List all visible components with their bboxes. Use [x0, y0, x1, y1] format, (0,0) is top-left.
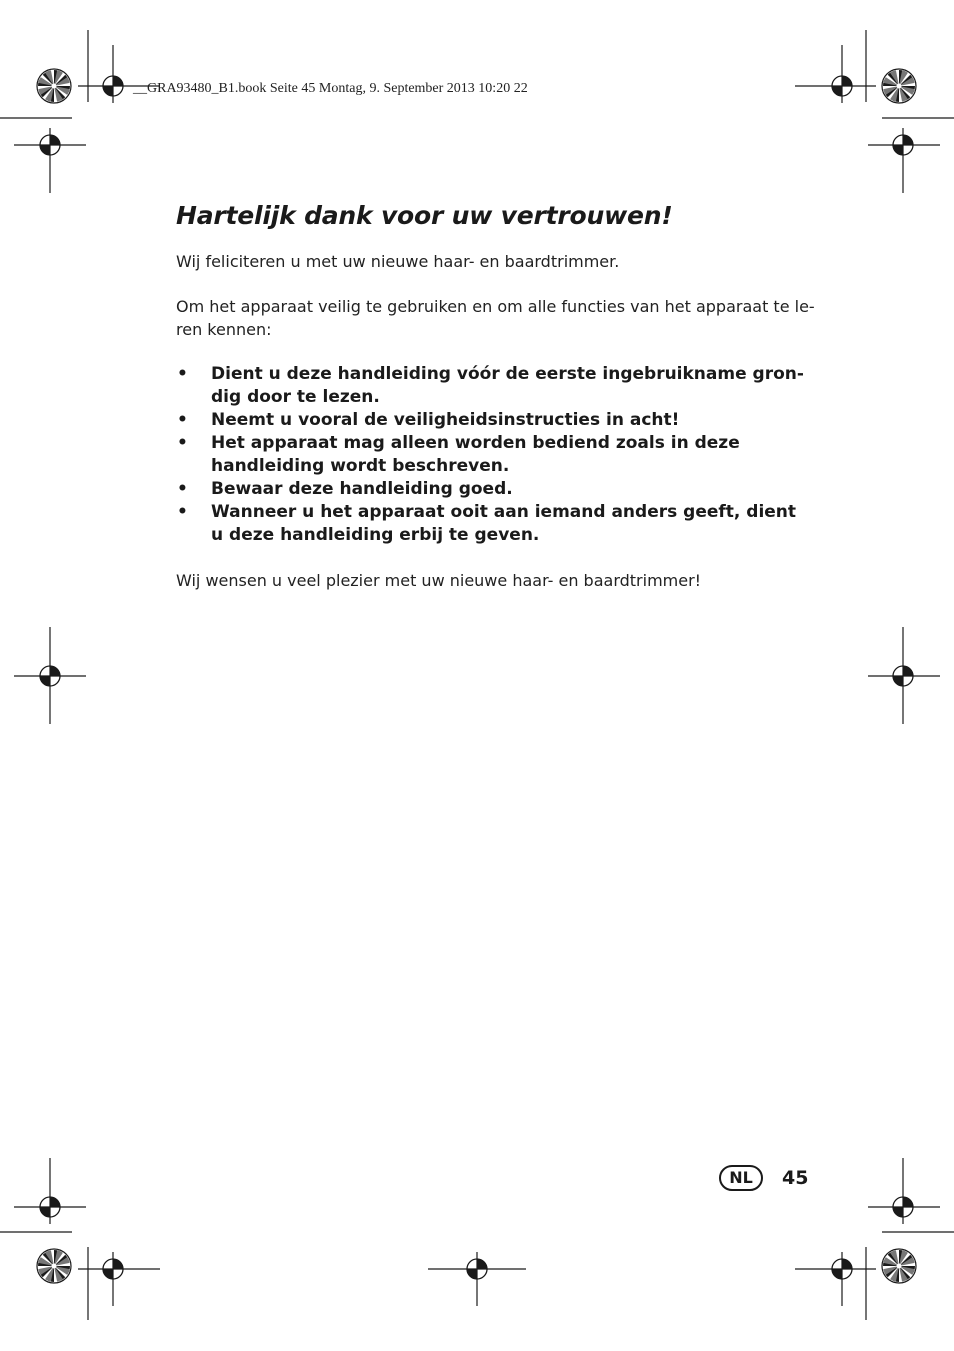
bullet-icon: • — [177, 433, 188, 453]
list-item — [176, 409, 816, 432]
list-item-text: Dient u deze handleiding vóór de eerste ingebruikname gron- dig door te lezen. — [211, 364, 804, 407]
bullet-icon: • — [177, 410, 188, 430]
list-item — [176, 501, 816, 547]
page-content — [176, 196, 816, 592]
lead-paragraph: Om het apparaat veilig te gebruiken en om alle functies van het apparaat te le- ren kennen: — [176, 297, 815, 339]
list-item — [176, 432, 816, 478]
page-number: 45 — [782, 1167, 809, 1189]
list-item — [176, 363, 816, 409]
bullet-icon: • — [177, 364, 188, 384]
list-item-text: Wanneer u het apparaat ooit aan iemand anders geeft, dient u deze handleiding erbij te geven. — [211, 502, 797, 545]
list-item-text: Neemt u vooral de veiligheidsinstructies in acht! — [211, 410, 680, 430]
bullet-icon: • — [177, 479, 188, 499]
list-item — [176, 478, 816, 501]
language-badge: NL — [719, 1165, 763, 1191]
list-item-text: Bewaar deze handleiding goed. — [211, 479, 513, 499]
closing-paragraph: Wij wensen u veel plezier met uw nieuwe haar- en baardtrimmer! — [176, 571, 702, 590]
intro-paragraph: Wij feliciteren u met uw nieuwe haar- en baardtrimmer. — [176, 252, 620, 271]
page-title: Hartelijk dank voor uw vertrouwen! — [176, 201, 673, 230]
print-file-info: __GRA93480_B1.book Seite 45 Montag, 9. September 2013 10:20 22 — [133, 81, 528, 96]
list-item-text: Het apparaat mag alleen worden bediend zoals in deze handleiding wordt beschreven. — [211, 433, 740, 476]
instruction-list — [176, 363, 816, 547]
bullet-icon: • — [177, 502, 188, 522]
